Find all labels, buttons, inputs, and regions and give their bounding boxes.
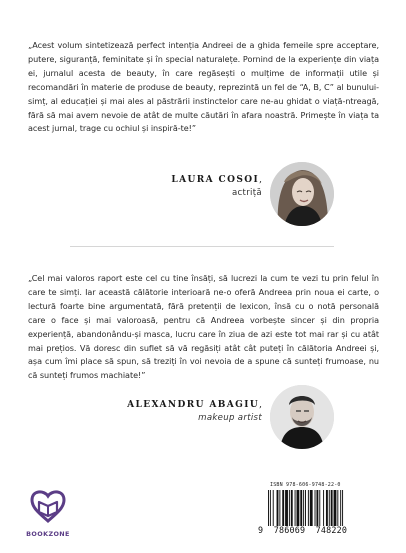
barcode-bar bbox=[310, 490, 313, 526]
review-author-1 bbox=[171, 175, 262, 198]
author-photo-2 bbox=[270, 385, 334, 449]
publisher-name: BOOKZONE bbox=[26, 530, 70, 538]
barcode-bar bbox=[282, 490, 284, 526]
barcode-bar bbox=[315, 490, 316, 526]
review-author-2 bbox=[127, 400, 262, 423]
author-role-1: actriță bbox=[231, 188, 262, 198]
barcode-bar bbox=[300, 490, 302, 526]
barcode-bar bbox=[342, 490, 343, 526]
bookzone-logo bbox=[10, 488, 86, 538]
author-name-1: LAURA COSOI bbox=[171, 175, 260, 185]
barcode-bar bbox=[279, 490, 280, 526]
barcode-bar bbox=[316, 490, 318, 526]
barcode-bar bbox=[340, 490, 341, 526]
barcode-bar bbox=[295, 490, 296, 526]
isbn-barcode bbox=[258, 482, 368, 538]
barcode-bar bbox=[323, 490, 324, 526]
author-role-2: makeup artist bbox=[198, 413, 262, 423]
barcode-bar bbox=[285, 490, 288, 526]
barcode-bar bbox=[305, 490, 306, 526]
barcode-bar bbox=[308, 490, 309, 526]
author-name-comma: , bbox=[259, 175, 262, 185]
author-name-comma: , bbox=[259, 400, 262, 410]
barcode-bar bbox=[289, 490, 290, 526]
barcode-bar bbox=[268, 490, 269, 526]
barcode-bar bbox=[291, 490, 293, 526]
barcode-bar bbox=[270, 490, 271, 526]
barcode-bar bbox=[329, 490, 330, 526]
review-quote-2: „Cel mai valoros raport este cel cu tine însăți, să lucrezi la cum te vezi tu prin felul în care te simți. Iar această călătorie interioară ne-o oferă Andreea prin noua ei carte, o lectură foarte bine argumentată, fără pretenții de lexicon, însă cu o notă personală care o face și mai valoroasă, pentru că Andreea vorbește sincer și din propria experiență, abandonându-și masca, lucru care în ziua de azi este tot mai rar și cu atât mai prețios. Vă doresc din suflet să vă regăsiți atât cât puteți în călătoria Andreei și, așa cum îmi place să spun, să treziți în voi nevoia de a spune că sunteți frumoase, nu că sunteți frumos machiate!” bbox=[28, 273, 379, 381]
barcode-bar bbox=[319, 490, 320, 526]
barcode-bars bbox=[268, 490, 366, 526]
barcode-first-digit: 9 bbox=[258, 525, 264, 535]
review-quote-1: „Acest volum sintetizează perfect intenția Andreei de a ghida femeile spre acceptare, putere, siguranță, feminitate și în special naturalețe. Pornind de la experiențe din viața ei, jurnalul acesta de beauty, în care regăsești o mulțime de informații utile și recomandări în materie de produse de beauty, reprezintă un fel de “A, B, C” al bunului-simț, al educației și mai ales al păstrării instinctelor care ne-au ghidat o viață-ntreagă, fără să mai avem nevoie de atât de multe căutări în afara noastră. Primește în viața ta acest jurnal, trage cu ochiul și inspiră-te!” bbox=[28, 40, 379, 134]
section-divider bbox=[70, 246, 334, 247]
bookzone-heart-book-icon bbox=[28, 488, 68, 524]
author-photo-1 bbox=[270, 162, 334, 226]
barcode-bar bbox=[326, 490, 328, 526]
barcode-bar bbox=[277, 490, 279, 526]
barcode-bar bbox=[297, 490, 300, 526]
barcode-right-group: 748220 bbox=[315, 525, 348, 535]
barcode-digits bbox=[258, 525, 368, 535]
barcode-bar bbox=[334, 490, 337, 526]
barcode-bar bbox=[273, 490, 274, 526]
barcode-bar bbox=[331, 490, 333, 526]
isbn-text: ISBN 978-606-9748-22-0 bbox=[270, 482, 341, 488]
barcode-bar bbox=[337, 490, 338, 526]
barcode-left-group: 786069 bbox=[273, 525, 306, 535]
author-name-2: ALEXANDRU ABAGIU bbox=[127, 400, 260, 410]
barcode-bar bbox=[303, 490, 304, 526]
